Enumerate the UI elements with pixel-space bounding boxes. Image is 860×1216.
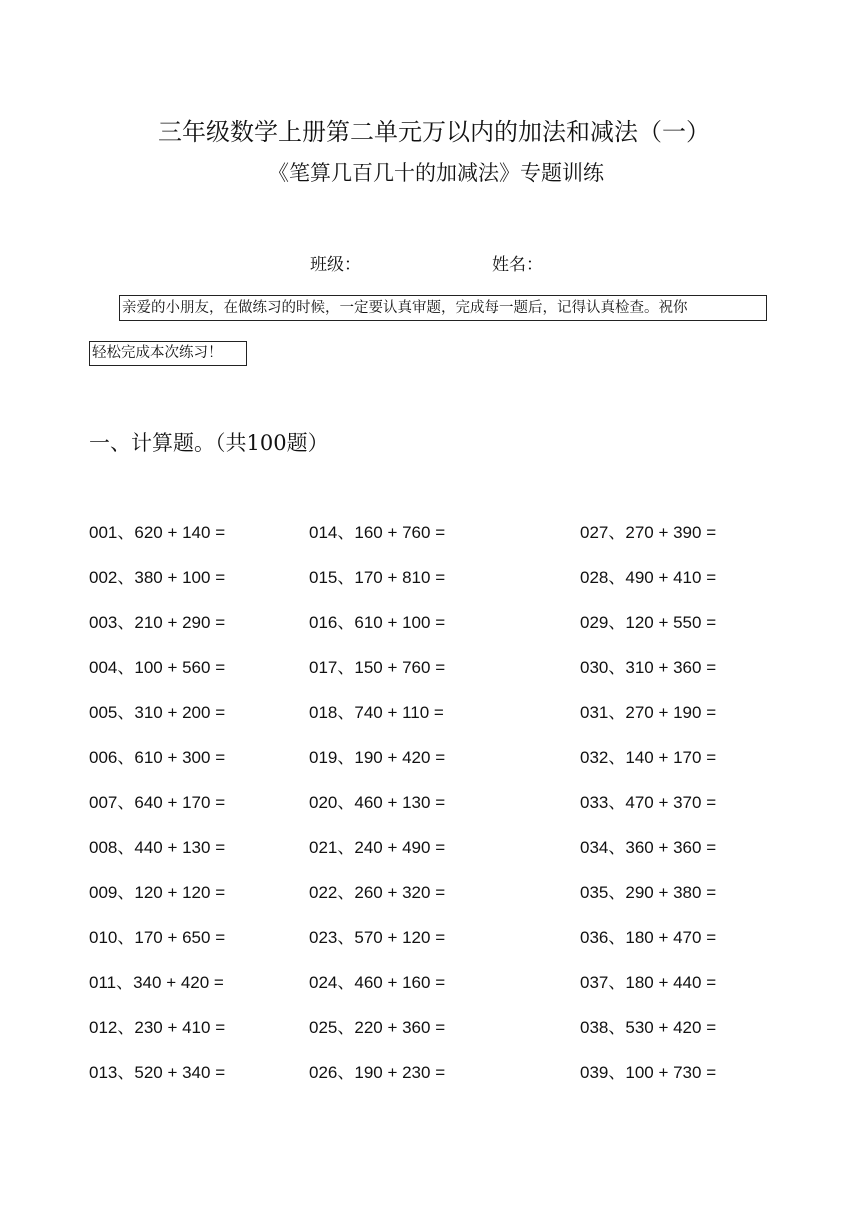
problem-column-3 xyxy=(580,519,716,1104)
problem-item: 020、460 + 130 = xyxy=(309,793,446,812)
problem-item: 025、220 + 360 = xyxy=(309,1018,446,1037)
worksheet-title: 三年级数学上册第二单元万以内的加法和减法（一） xyxy=(158,118,710,146)
problem-item: 033、470 + 370 = xyxy=(580,793,717,812)
problem-item: 023、570 + 120 = xyxy=(309,928,446,947)
problem-item: 001、620 + 140 = xyxy=(89,523,226,542)
problem-item: 026、190 + 230 = xyxy=(309,1063,446,1082)
problem-item: 029、120 + 550 = xyxy=(580,613,717,632)
problem-item: 027、270 + 390 = xyxy=(580,523,717,542)
problem-column-2 xyxy=(309,519,445,1104)
problem-item: 024、460 + 160 = xyxy=(309,973,446,992)
problem-item: 036、180 + 470 = xyxy=(580,928,717,947)
problem-item: 004、100 + 560 = xyxy=(89,658,226,677)
section-heading: 一、计算题。（共100题） xyxy=(89,431,329,455)
problem-item: 021、240 + 490 = xyxy=(309,838,446,857)
problem-column-1 xyxy=(89,519,225,1104)
problem-item: 039、100 + 730 = xyxy=(580,1063,717,1082)
notice-box-line1: 亲爱的小朋友，在做练习的时候，一定要认真审题，完成每一题后，记得认真检查。祝你 xyxy=(119,295,767,321)
worksheet-subtitle: 《笔算几百几十的加减法》专题训练 xyxy=(268,161,604,185)
problem-item: 032、140 + 170 = xyxy=(580,748,717,767)
problem-item: 012、230 + 410 = xyxy=(89,1018,226,1037)
problem-item: 028、490 + 410 = xyxy=(580,568,717,587)
problem-item: 016、610 + 100 = xyxy=(309,613,446,632)
name-label: 姓名： xyxy=(492,255,543,275)
class-label: 班级： xyxy=(310,255,361,275)
problem-item: 022、260 + 320 = xyxy=(309,883,446,902)
notice-box-line2: 轻松完成本次练习！ xyxy=(89,341,247,366)
problem-item: 030、310 + 360 = xyxy=(580,658,717,677)
problem-item: 014、160 + 760 = xyxy=(309,523,446,542)
problem-item: 006、610 + 300 = xyxy=(89,748,226,767)
problem-item: 018、740 + 110 = xyxy=(309,703,444,722)
problem-item: 013、520 + 340 = xyxy=(89,1063,226,1082)
problem-item: 031、270 + 190 = xyxy=(580,703,717,722)
problem-item: 019、190 + 420 = xyxy=(309,748,446,767)
problem-item: 008、440 + 130 = xyxy=(89,838,226,857)
problem-item: 003、210 + 290 = xyxy=(89,613,226,632)
problem-item: 009、120 + 120 = xyxy=(89,883,226,902)
problem-item: 037、180 + 440 = xyxy=(580,973,717,992)
problem-item: 017、150 + 760 = xyxy=(309,658,446,677)
problem-item: 007、640 + 170 = xyxy=(89,793,226,812)
problem-item: 035、290 + 380 = xyxy=(580,883,717,902)
problem-item: 038、530 + 420 = xyxy=(580,1018,717,1037)
problem-item: 005、310 + 200 = xyxy=(89,703,226,722)
problem-item: 015、170 + 810 = xyxy=(309,568,446,587)
problem-item: 011、340 + 420 = xyxy=(89,973,224,992)
problem-item: 010、170 + 650 = xyxy=(89,928,226,947)
problem-item: 002、380 + 100 = xyxy=(89,568,226,587)
problem-item: 034、360 + 360 = xyxy=(580,838,717,857)
